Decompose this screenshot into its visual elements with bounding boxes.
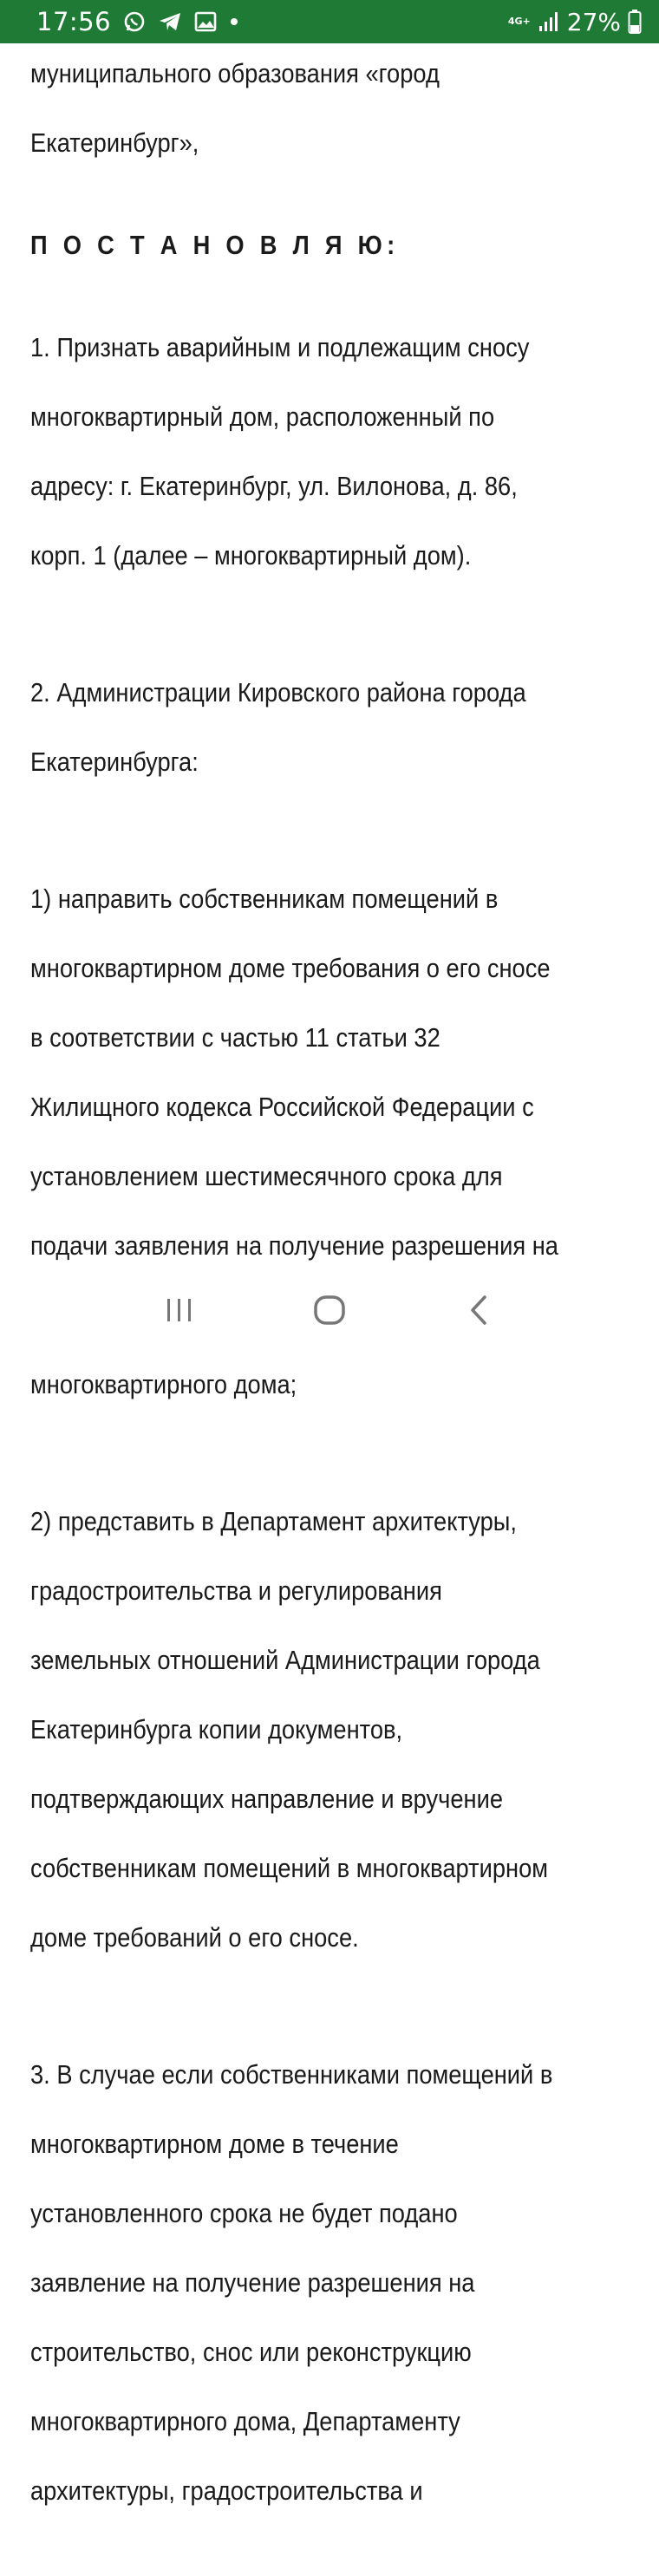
text-line: многоквартирном доме требования о его сносе [30, 953, 551, 983]
text-line: градостроительства и регулирования [30, 1575, 442, 1606]
network-type: 4G+ [507, 16, 531, 27]
text-line: подачи заявления на получение разрешения на [30, 1230, 558, 1261]
text-line: строительство, снос или реконструкцию [30, 2337, 472, 2367]
text-line: 2) представить в Департамент архитектуры, [30, 1506, 517, 1536]
text-line: многоквартирном доме в течение [30, 2129, 399, 2159]
text-line: Екатеринбург», [30, 127, 199, 158]
text-line: многоквартирного дома; [30, 1369, 297, 1399]
home-icon [310, 1291, 349, 1329]
text-line: Жилищного кодекса Российской Федерации с [30, 1092, 534, 1122]
text-line: заявление на получение разрешения на [30, 2267, 475, 2298]
battery-icon [628, 9, 642, 35]
paragraph-2 [30, 641, 629, 814]
text-line: Екатеринбурга: [30, 747, 199, 777]
battery-percent: 27% [566, 7, 621, 36]
gallery-icon [194, 11, 217, 32]
back-icon [462, 1293, 497, 1327]
text-line: муниципального образования «город [30, 58, 440, 88]
text-line: архитектуры, градостроительства и [30, 2475, 423, 2506]
telegram-icon [158, 11, 182, 32]
text-line: Екатеринбурга копии документов, [30, 1714, 403, 1745]
status-bar [0, 0, 659, 43]
text-line: установленного срока не будет подано [30, 2198, 458, 2228]
clock: 17:56 [36, 7, 112, 36]
recent-apps-icon [162, 1293, 197, 1327]
text-line: земельных отношений Администрации города [30, 1645, 540, 1675]
text-line: установлением шестимесячного срока для [30, 1161, 503, 1191]
heading-postanovlyayu: П О С Т А Н О В Л Я Ю: [30, 230, 400, 260]
whatsapp-icon [123, 10, 146, 33]
text-line: адресу: г. Екатеринбург, ул. Вилонова, д. 86, [30, 471, 518, 501]
text-line: в соответствии с частью 11 статьи 32 [30, 1022, 440, 1053]
text-line: собственникам помещений в многоквартирном [30, 1853, 548, 1883]
text-line: 1. Признать аварийным и подлежащим сносу [30, 332, 530, 362]
home-button[interactable] [303, 1284, 356, 1336]
notification-dot-icon [229, 16, 239, 27]
back-button[interactable] [453, 1284, 506, 1336]
recent-apps-button[interactable] [153, 1284, 206, 1336]
paragraph-intro-tail [30, 22, 629, 195]
text-line: 3. В случае если собственниками помещений в [30, 2059, 553, 2090]
paragraph-1 [30, 296, 629, 608]
text-line: доме требований о его сносе. [30, 1922, 359, 1953]
text-line: многоквартирный дом, расположенный по [30, 401, 495, 432]
text-line: подтверждающих направление и вручение [30, 1784, 504, 1814]
paragraph-2-2 [30, 1470, 629, 1990]
navigation-bar [0, 1266, 659, 1354]
signal-icon [538, 10, 560, 33]
text-line: 1) направить собственникам помещений в [30, 884, 499, 914]
text-line: корп. 1 (далее – многоквартирный дом). [30, 540, 472, 571]
text-line: многоквартирного дома, Департаменту [30, 2406, 460, 2436]
paragraph-3 [30, 2023, 629, 2543]
text-line: 2. Администрации Кировского района города [30, 677, 526, 708]
